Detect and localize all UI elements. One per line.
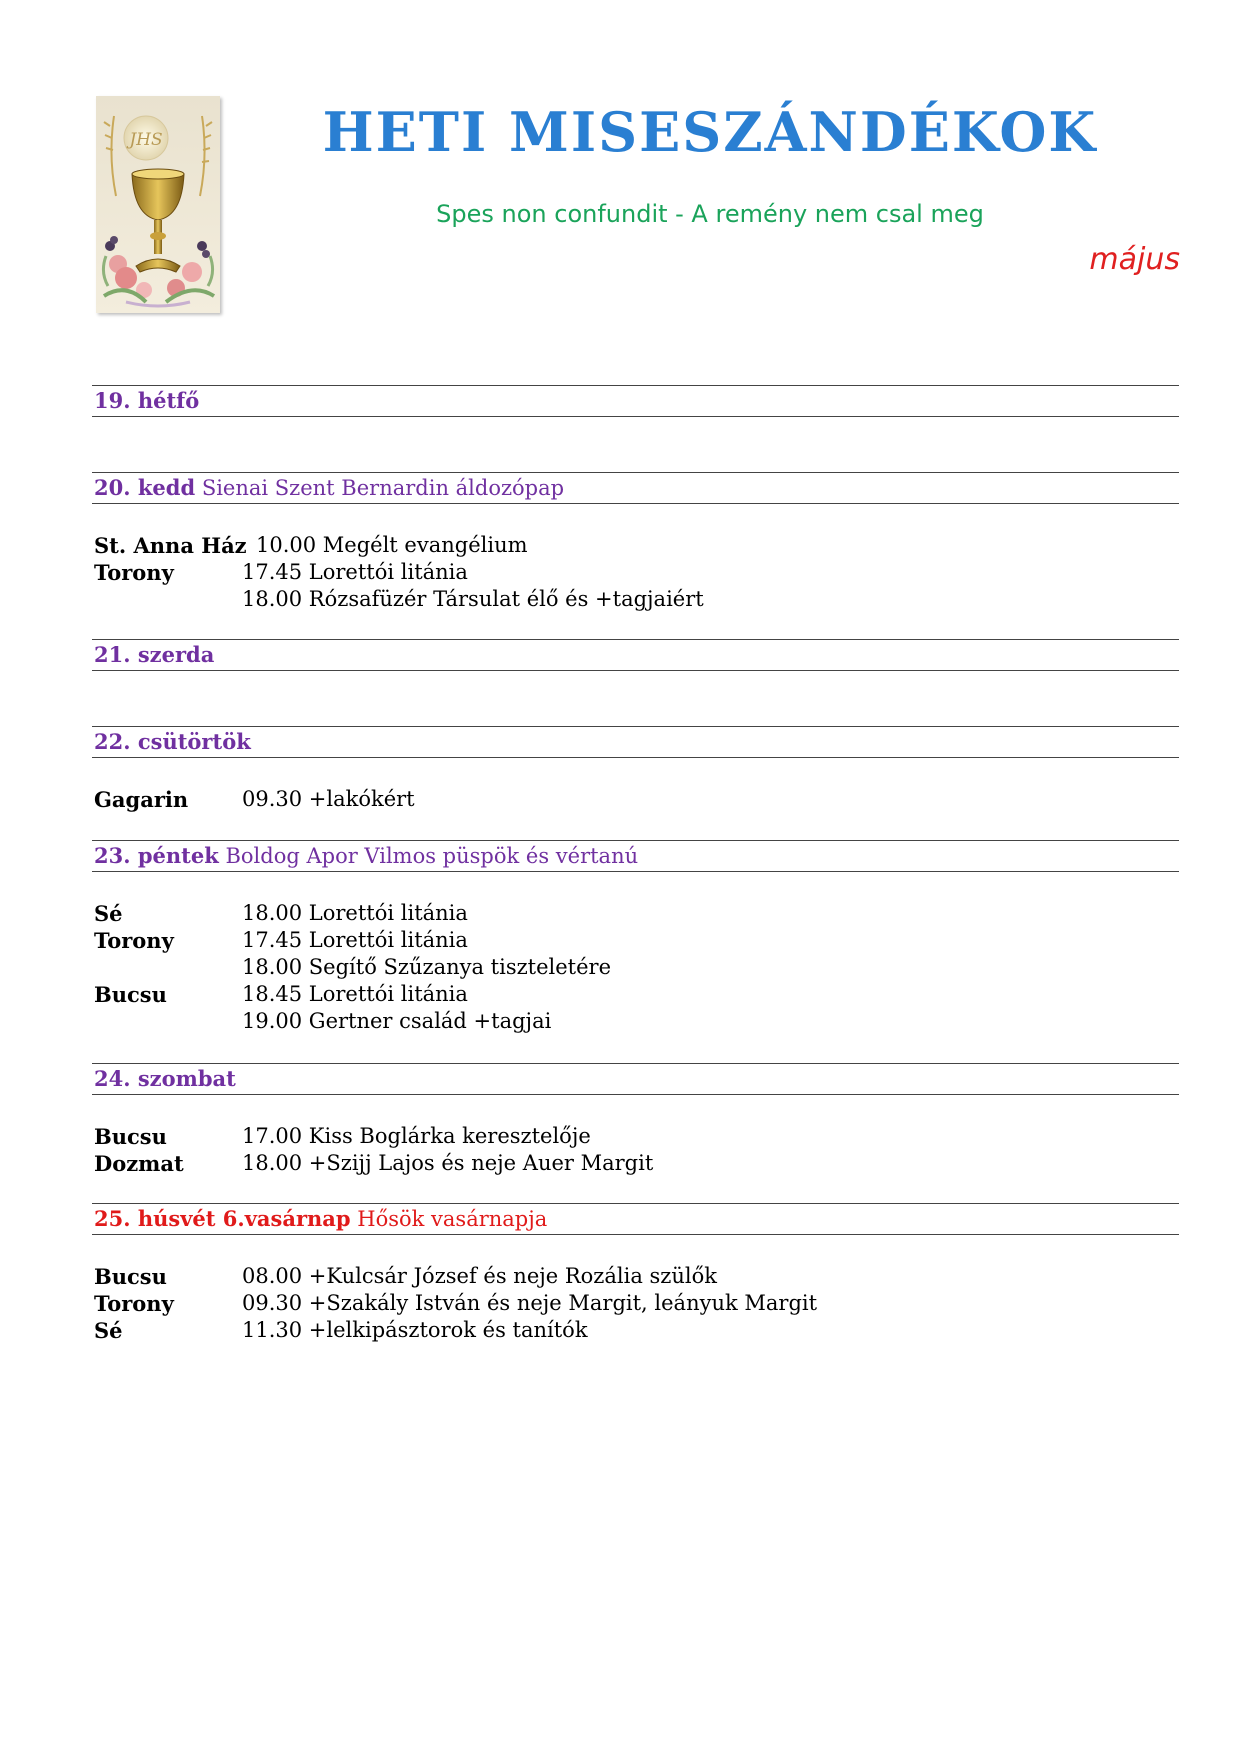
intention: 19.00 Gertner család +tagjai: [242, 1009, 552, 1033]
month-label: május: [1089, 242, 1180, 277]
day-number: 22. csütörtök: [94, 729, 251, 754]
day-number: 24. szombat: [94, 1066, 236, 1091]
location: Torony: [94, 928, 174, 953]
day-number: 20. kedd: [94, 475, 196, 500]
intention: 17.45 Lorettói litánia: [242, 560, 468, 584]
day-header: [92, 1063, 1179, 1095]
day-header: [92, 726, 1179, 758]
intention: 09.30 +lakókért: [242, 787, 415, 811]
intention: 18.45 Lorettói litánia: [242, 982, 468, 1006]
intention: 18.00 Segítő Szűzanya tiszteletére: [242, 955, 612, 979]
intention: 17.00 Kiss Boglárka keresztelője: [242, 1124, 591, 1148]
day-header: [92, 472, 1179, 504]
day-number: 23. péntek: [94, 843, 219, 868]
location: Bucsu: [94, 1124, 167, 1149]
day-header: [92, 1203, 1179, 1235]
location: Sé: [94, 1318, 123, 1343]
intention: 18.00 Lorettói litánia: [242, 901, 468, 925]
intention: 08.00 +Kulcsár József és neje Rozália szülők: [242, 1264, 717, 1288]
location: Dozmat: [94, 1151, 184, 1176]
intention: 18.00 Rózsafüzér Társulat élő és +tagjaiért: [242, 587, 704, 611]
day-header: [92, 385, 1179, 417]
day-number: 25. húsvét 6.vasárnap: [94, 1206, 351, 1231]
location: Torony: [94, 560, 174, 585]
day-number: 19. hétfő: [94, 388, 200, 413]
feast-name: Hősök vasárnapja: [357, 1207, 548, 1231]
intention: 10.00 Megélt evangélium: [256, 533, 528, 557]
day-header: [92, 840, 1179, 872]
page-title: HETI MISESZÁNDÉKOK: [322, 100, 1098, 164]
location: Sé: [94, 901, 123, 926]
location: Bucsu: [94, 1264, 167, 1289]
feast-name: Sienai Szent Bernardin áldozópap: [201, 476, 565, 500]
motto: Spes non confundit - A remény nem csal meg: [436, 200, 984, 228]
location: Gagarin: [94, 787, 189, 812]
location: Torony: [94, 1291, 174, 1316]
intention: 11.30 +lelkipásztorok és tanítók: [242, 1318, 588, 1342]
intention: 18.00 +Szijj Lajos és neje Auer Margit: [242, 1151, 654, 1175]
holy-card-image: [96, 96, 220, 313]
day-number: 21. szerda: [94, 642, 215, 667]
location: St. Anna Ház: [94, 533, 247, 558]
card-monogram: JHS: [129, 130, 163, 150]
day-header: [92, 639, 1179, 671]
feast-name: Boldog Apor Vilmos püspök és vértanú: [225, 844, 639, 868]
intention: 09.30 +Szakály István és neje Margit, leányuk Margit: [242, 1291, 818, 1315]
location: Bucsu: [94, 982, 167, 1007]
intention: 17.45 Lorettói litánia: [242, 928, 468, 952]
